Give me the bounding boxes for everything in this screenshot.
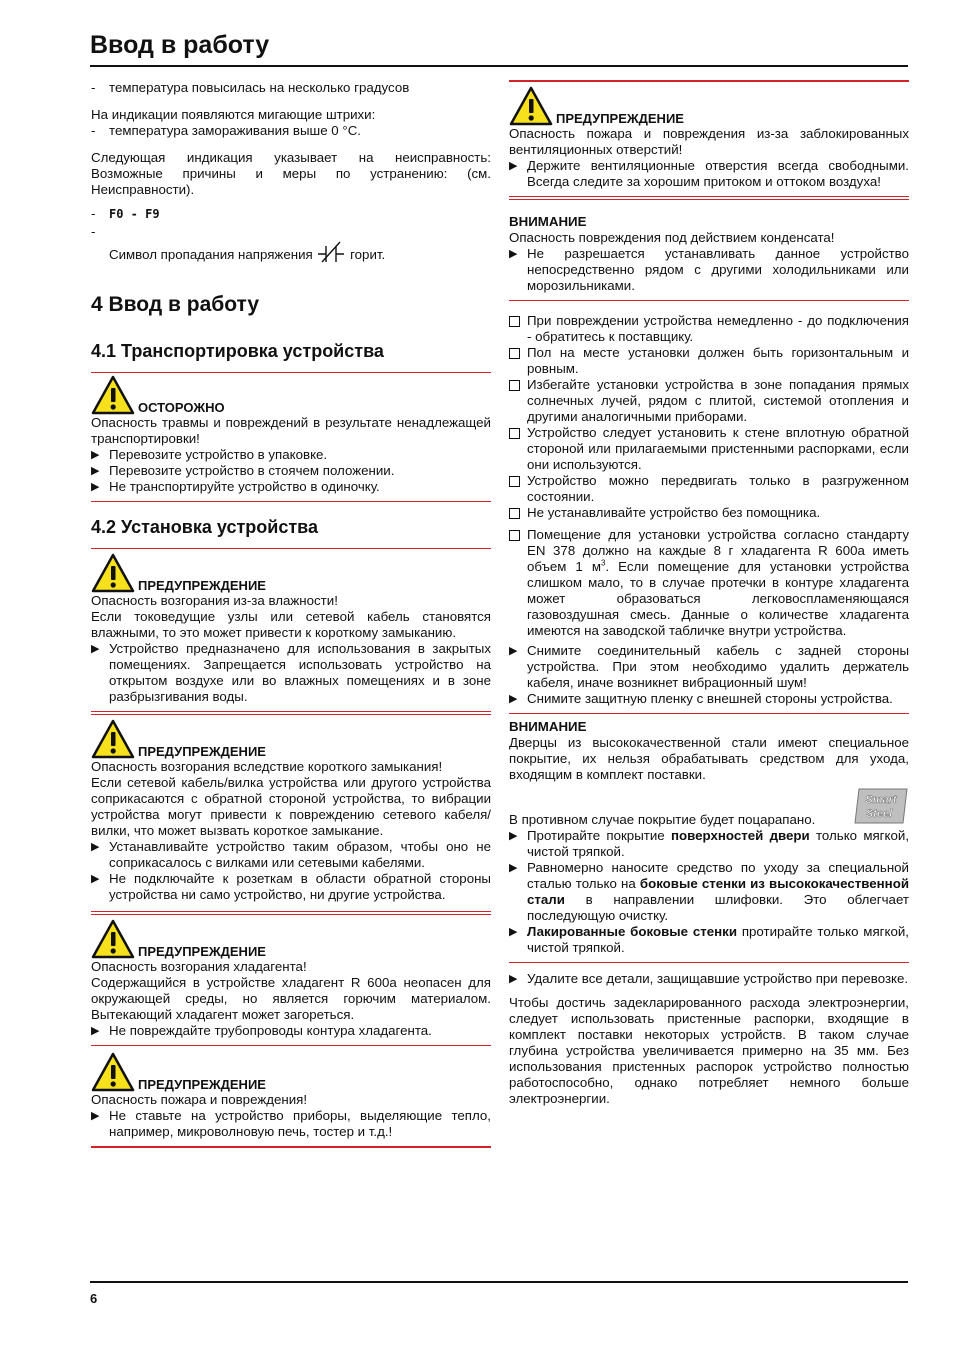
list-item: ▶ Равномерно наносите средство по уходу за специальной сталью только на боковые стенки из высококачественной стали в направлении шлифовки. Это облегчает последующую очистку.	[509, 860, 910, 923]
page-footer	[90, 1281, 908, 1307]
attention-text: В противном случае покрытие будет поцарапано.	[509, 812, 816, 827]
warning-text: Опасность возгорания хладагента!	[91, 959, 307, 974]
smart-steel-logo	[853, 787, 909, 825]
warning-text: Если токоведущие узлы или сетевой кабель становятся влажными, то это может привести к короткому замыканию.	[91, 609, 491, 640]
checklist-item: Устройство можно передвигать только в разгруженном состоянии.	[509, 473, 909, 505]
page-title: Ввод в работу	[90, 31, 270, 59]
warning-block	[91, 919, 491, 1046]
checklist-item: Устройство следует установить к стене вплотную обратной стороной или прилагаемыми пристенными распорками, если они используются.	[509, 425, 909, 473]
attention-text: Опасность повреждения под действием конденсата!	[509, 230, 835, 245]
section-42-heading: 4.2 Установка устройства	[91, 517, 318, 537]
flashing-label: На индикации появляются мигающие штрихи:	[91, 107, 376, 122]
checkbox-icon	[509, 316, 520, 327]
warning-triangle-icon	[509, 86, 553, 126]
list-item: ▶ Перевозите устройство в упаковке.	[91, 447, 328, 462]
warning-text: Опасность возгорания из-за влажности!	[91, 593, 338, 608]
warning-title: ПРЕДУПРЕЖДЕНИЕ	[556, 111, 684, 126]
list-item: ▶ Не повреждайте трубопроводы контура хладагента.	[91, 1023, 432, 1038]
checkbox-icon	[509, 530, 520, 541]
list-item: ▶ Снимите соединительный кабель с задней стороны устройства. При этом необходимо удалить держатель кабеля, иначе возникнет вибрационный шум!	[509, 643, 909, 690]
section-4-heading: 4 Ввод в работу	[91, 293, 260, 316]
warning-block	[91, 1052, 491, 1148]
warning-block	[509, 80, 909, 200]
list-item: ▶ Не разрешается устанавливать данное устройство непосредственно рядом с другими холодильниками или морозильниками.	[509, 246, 909, 293]
attention-block	[509, 214, 909, 301]
right-column	[509, 80, 909, 1107]
list-item: ▶ Устройство предназначено для использования в закрытых помещениях. Запрещается использовать устройство на открытом воздухе или во влажных помещениях и в зоне разбрызгивания воды.	[91, 641, 491, 704]
warning-text: Если сетевой кабель/вилка устройства или другого устройства соприкасаются с обратной стороной устройства, то вибрации устройства могут привести к повреждению сетевого кабеля/вилки, что может вызвать короткое замыкание.	[91, 775, 491, 838]
warning-text: Содержащийся в устройстве хладагент R 600a неопасен для окружающей среды, но является горючим материалом. Вытекающий хладагент может загореться.	[91, 975, 491, 1022]
warning-title: ПРЕДУПРЕЖДЕНИЕ	[138, 578, 266, 593]
attention-title: ВНИМАНИЕ	[509, 719, 587, 734]
checkbox-icon	[509, 476, 520, 487]
checklist-item: При повреждении устройства немедленно - до подключения - обратитесь к поставщику.	[509, 313, 909, 345]
warning-text: Опасность пожара и повреждения!	[91, 1092, 308, 1107]
list-item: - температура замораживания выше 0 °C.	[91, 123, 361, 138]
list-item: ▶ Не транспортируйте устройство в одиночку.	[91, 479, 380, 494]
list-item: ▶ Не ставьте на устройство приборы, выделяющие тепло, например, микроволновую печь, тостер и т.д.!	[91, 1108, 491, 1139]
checkbox-icon	[509, 380, 520, 391]
fault-paragraph: Следующая индикация указывает на неисправность: Возможные причины и меры по устранению: (см. Неисправности).	[91, 150, 491, 197]
warning-triangle-icon	[91, 375, 135, 415]
warning-title: ПРЕДУПРЕЖДЕНИЕ	[138, 1077, 266, 1092]
warning-triangle-icon	[91, 719, 135, 759]
caution-block	[91, 372, 491, 502]
warning-triangle-icon	[91, 919, 135, 959]
checklist-item: Пол на месте установки должен быть горизонтальным и ровным.	[509, 345, 909, 377]
warning-text: Опасность возгорания вследствие короткого замыкания!	[91, 759, 443, 774]
section-41-heading: 4.1 Транспортировка устройства	[91, 341, 384, 361]
caution-title: ОСТОРОЖНО	[138, 400, 225, 415]
svg-text:Steel: Steel	[865, 808, 893, 820]
page-header	[90, 28, 908, 67]
list-item: ▶ Не подключайте к розеткам в области обратной стороны устройства ни само устройство, ни другие устройства.	[91, 871, 491, 902]
checkbox-icon	[509, 428, 520, 439]
left-column	[91, 80, 491, 1148]
warning-block	[91, 719, 491, 915]
checklist	[509, 313, 909, 639]
attention-block	[509, 713, 909, 963]
warning-title: ПРЕДУПРЕЖДЕНИЕ	[138, 744, 266, 759]
list-item: ▶ Снимите защитную пленку с внешней стороны устройства.	[509, 691, 893, 706]
header-rule	[90, 65, 908, 67]
svg-text:Smart: Smart	[865, 794, 897, 806]
checklist-item: Не устанавливайте устройство без помощника.	[509, 505, 909, 523]
page-number: 6	[90, 1291, 98, 1306]
checkbox-icon	[509, 348, 520, 359]
list-item: ▶ Лакированные боковые стенки протирайте только мягкой, чистой тряпкой.	[509, 924, 909, 955]
warning-title: ПРЕДУПРЕЖДЕНИЕ	[138, 944, 266, 959]
list-item: - F0 - F9	[91, 206, 160, 221]
list-item: ▶ Устанавливайте устройство таким образом, чтобы оно не соприкасалось с вилками или сетевыми кабелями.	[91, 839, 491, 870]
warning-text: Опасность пожара и повреждения из-за заблокированных вентиляционных отверстий!	[509, 126, 909, 157]
attention-title: ВНИМАНИЕ	[509, 214, 587, 229]
checklist-item: Избегайте установки устройства в зоне попадания прямых солнечных лучей, рядом с плитой, системой отопления и другими аналогичными приборами.	[509, 377, 909, 425]
list-item: ▶ Протирайте покрытие поверхностей двери только мягкой, чистой тряпкой.	[509, 828, 910, 859]
checkbox-icon	[509, 508, 520, 519]
list-item: ▶ Держите вентиляционные отверстия всегда свободными. Всегда следите за хорошим притоком и оттоком воздуха!	[509, 158, 909, 189]
power-failure-icon	[316, 240, 346, 264]
energy-paragraph: Чтобы достичь задекларированного расхода электроэнергии, следует использовать пристенные распорки, входящие в комплект поставки некоторых устройств. В таком случае глубина устройства увеличивается примерно на 35 мм. Без использования пристенных распорок устройство полностью работоспособно, однако потребляет немного больше электроэнергии.	[509, 995, 909, 1106]
caution-text: Опасность травмы и повреждений в результате ненадлежащей транспортировки!	[91, 415, 491, 446]
warning-triangle-icon	[91, 1052, 135, 1092]
warning-block	[91, 548, 491, 715]
list-item: - температура повысилась на несколько градусов	[91, 80, 410, 95]
steps-list	[509, 643, 909, 707]
checklist-item: Помещение для установки устройства согласно стандарту EN 378 должно на каждые 8 г хладагента R 600a иметь объем 1 $м^3$. Если помещение для установки устройства слишком мало, то в случае протечки в контуре хладагента может образоваться легковоспламеняющаяся газовоздушная смесь. Данные о количестве хладагента имеются на заводской табличке внутри устройства.	[509, 527, 909, 639]
list-item: ▶ Перевозите устройство в стоячем положении.	[91, 463, 395, 478]
list-item: - Символ пропадания напряжения горит.	[91, 224, 386, 262]
attention-text: Дверцы из высококачественной стали имеют специальное покрытие, их нельзя обрабатывать средством для ухода, входящим в комплект поставки.	[509, 735, 909, 782]
warning-triangle-icon	[91, 553, 135, 593]
fault-code: F0 - F9	[109, 207, 160, 221]
list-item: ▶ Удалите все детали, защищавшие устройство при перевозке.	[509, 971, 909, 986]
